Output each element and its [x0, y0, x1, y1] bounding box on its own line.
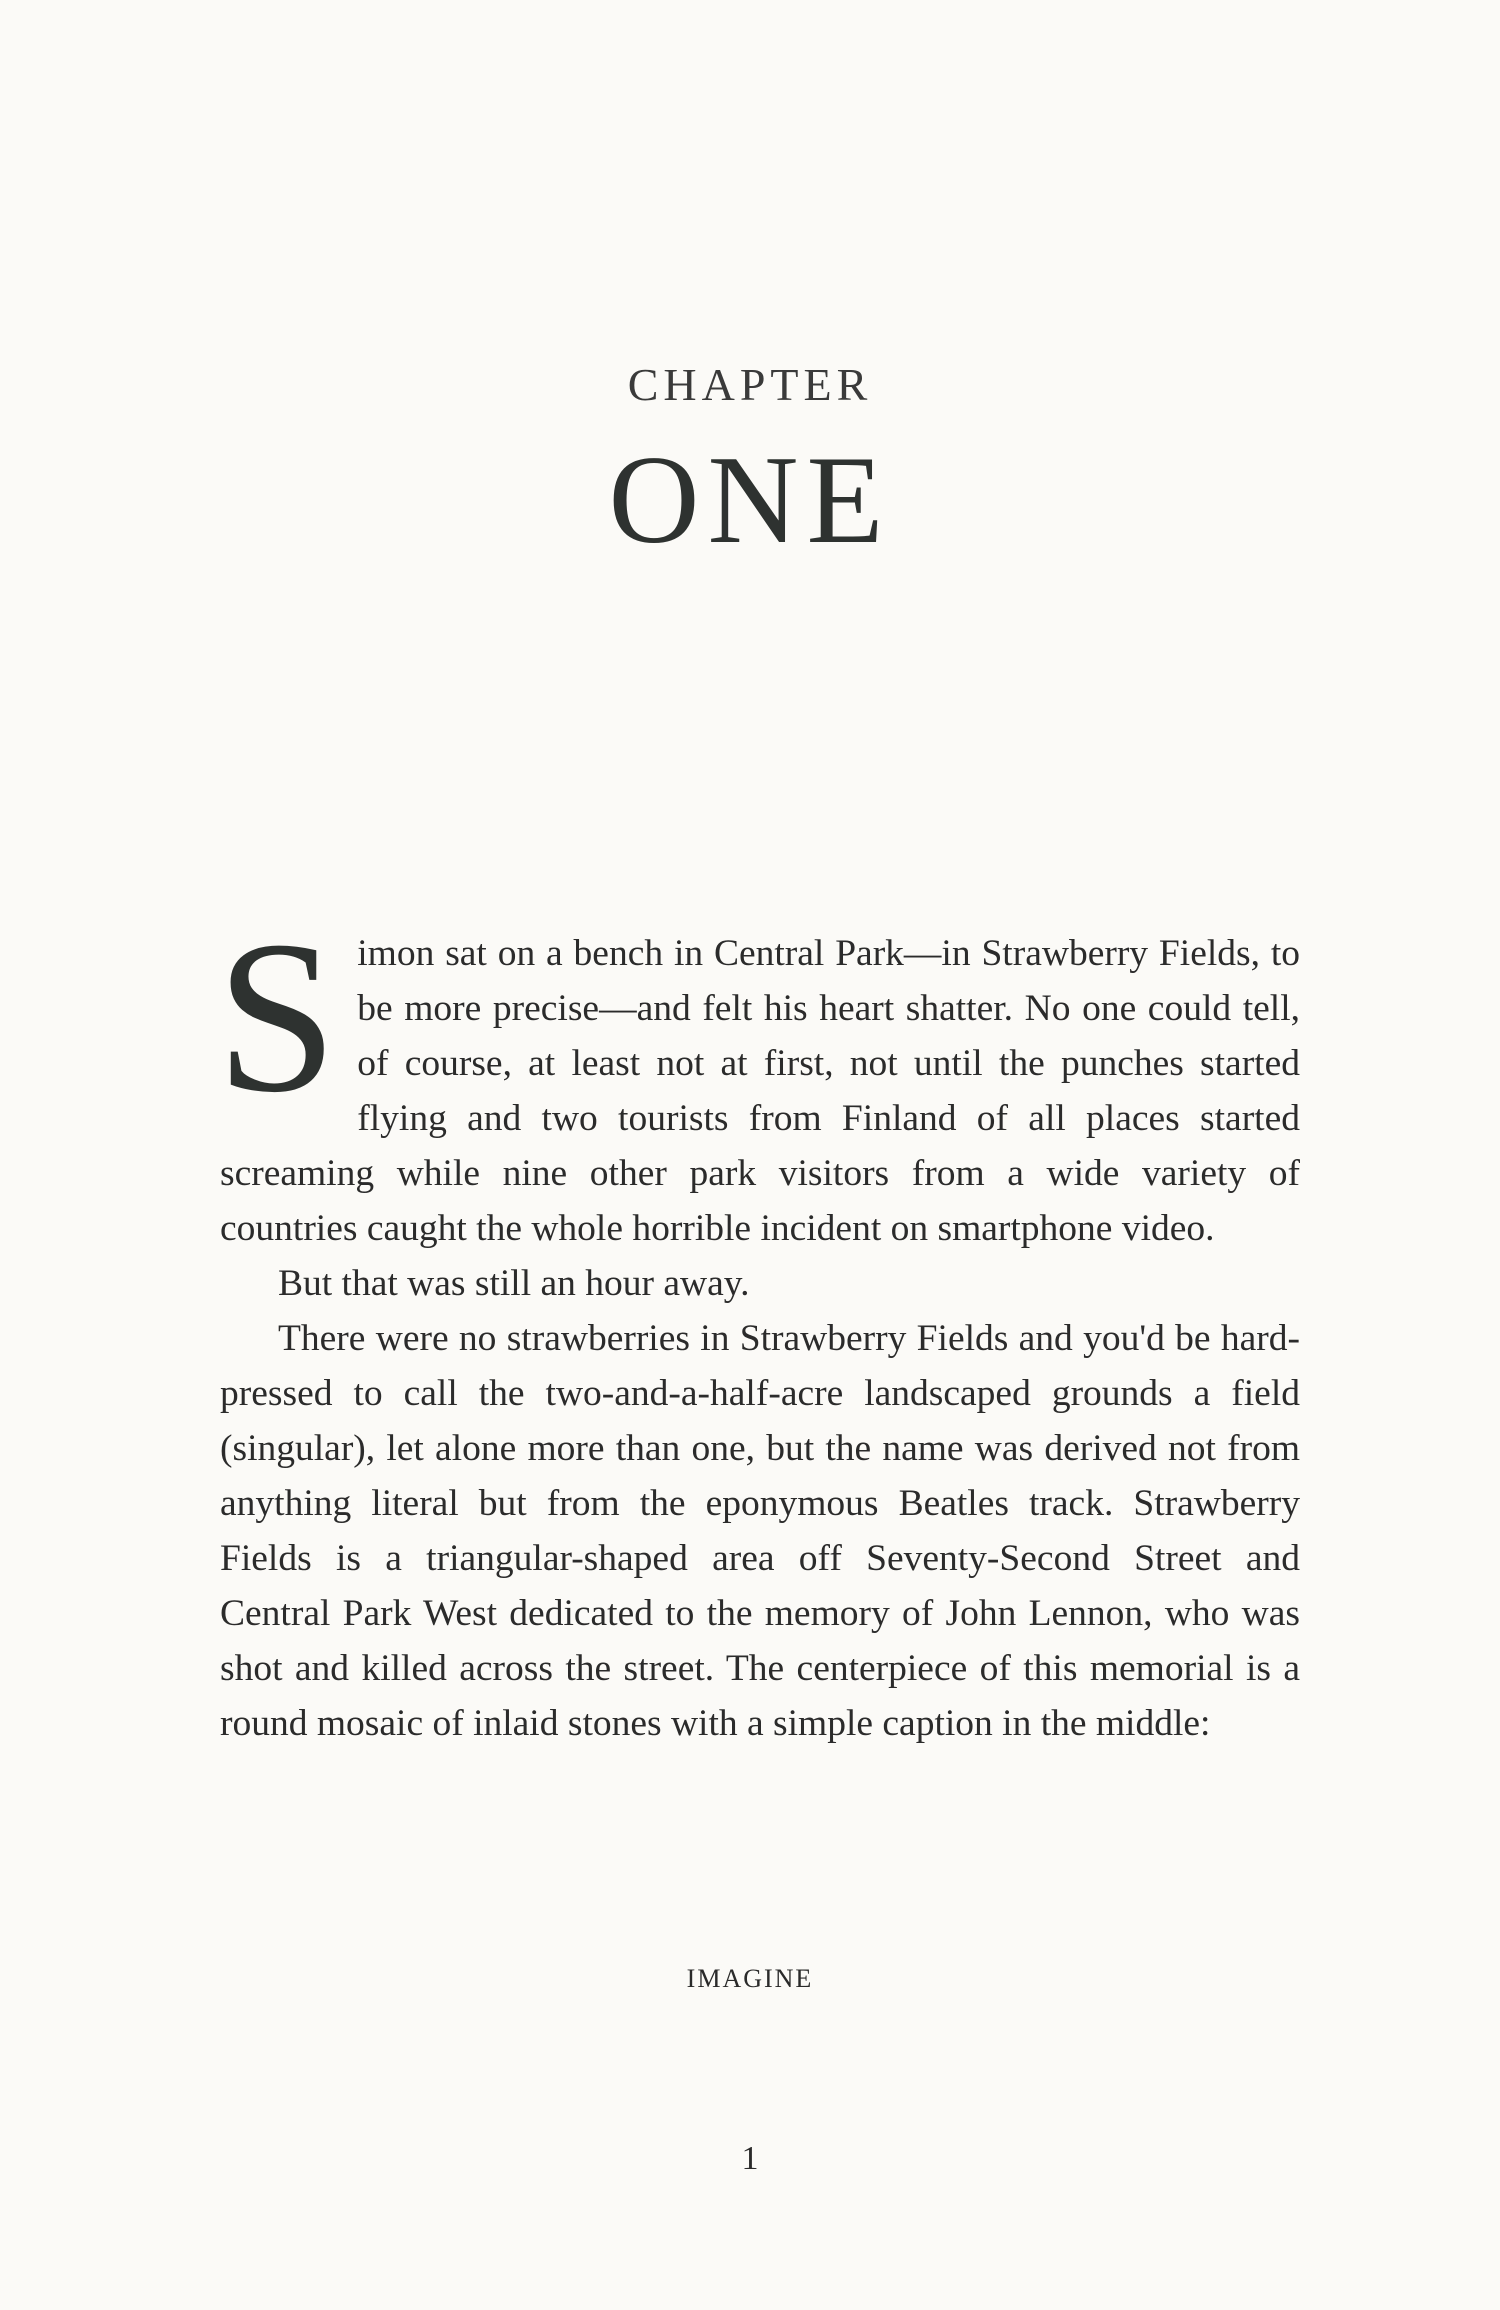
body-text: [216, 897, 1300, 1751]
chapter-number: ONE: [608, 431, 892, 570]
mosaic-caption: IMAGINE: [686, 1964, 814, 1993]
drop-cap: S: [216, 897, 338, 1138]
paragraph-3: There were no strawberries in Strawberry Fields and you'd be hard-pressed to call the two-and-a-half-acre landscaped grounds a field (singular), let alone more than one, but the name was derived not from anything literal but from the eponymous Beatles track. Strawberry Fields is a triangular-shaped area off Seventy-Second Street and Central Park West dedicated to the memory of John Lennon, who was shot and killed across the street. The centerpiece of this memorial is a round mosaic of inlaid stones with a simple caption in the middle:: [220, 1318, 1300, 1744]
page-number: 1: [741, 2140, 759, 2177]
paragraph-1-text: imon sat on a bench in Central Park—in Strawberry Fields, to be more precise—and felt his heart shatter. No one could tell, of course, at least not at first, not until the punches started flying and two tourists from Finland of all places started screaming while nine other park visitors from a wide variety of countries caught the whole horrible incident on smartphone video.: [220, 933, 1300, 1249]
paragraph-2: But that was still an hour away.: [278, 1263, 750, 1304]
paragraph-1: [216, 897, 1300, 1256]
chapter-label: CHAPTER: [627, 359, 873, 410]
